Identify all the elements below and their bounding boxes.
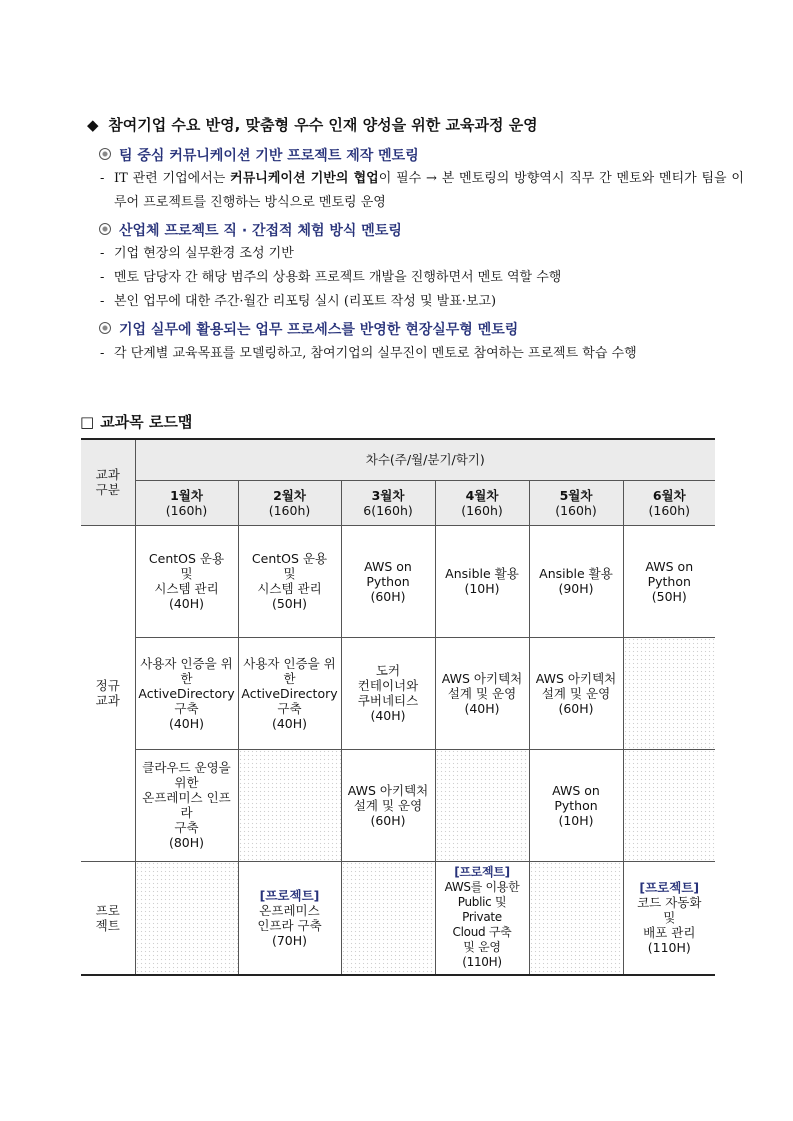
empty-cell bbox=[623, 637, 715, 749]
month-header: 4월차 (160h) bbox=[435, 480, 529, 525]
circle-bullet-icon bbox=[99, 322, 111, 334]
empty-cell bbox=[238, 749, 341, 861]
empty-cell bbox=[435, 749, 529, 861]
empty-cell bbox=[623, 749, 715, 861]
project-cell: [프로젝트] 코드 자동화 및 배포 관리 (110H) bbox=[623, 861, 715, 975]
course-cell: AWS on Python (10H) bbox=[529, 749, 623, 861]
course-cell: CentOS 운용 및 시스템 관리 (40H) bbox=[135, 525, 238, 637]
empty-cell bbox=[135, 861, 238, 975]
month-header: 5월차 (160h) bbox=[529, 480, 623, 525]
corner-header: 교과 구분 bbox=[81, 439, 135, 525]
period-header: 차수(주/월/분기/학기) bbox=[135, 439, 715, 480]
main-heading bbox=[87, 114, 538, 135]
main-heading-text: 참여기업 수요 반영, 맞춤형 우수 인재 양성을 위한 교육과정 운영 bbox=[108, 116, 538, 134]
checkbox-square-icon: □ bbox=[80, 413, 95, 431]
list-item: - 멘토 담당자 간 해당 범주의 상용화 프로젝트 개발을 진행하면서 멘토 역할 수행 bbox=[100, 270, 562, 285]
course-cell: 사용자 인증을 위한 ActiveDirectory 구축 (40H) bbox=[238, 637, 341, 749]
row-label-regular: 정규 교과 bbox=[81, 525, 135, 861]
section-title-3: 기업 실무에 활용되는 업무 프로세스를 반영한 현장실무형 멘토링 bbox=[99, 319, 518, 339]
roadmap-title: □ 교과목 로드맵 bbox=[80, 413, 193, 431]
section-title-1: 팀 중심 커뮤니케이션 기반 프로젝트 제작 멘토링 bbox=[99, 145, 419, 165]
month-header: 6월차 (160h) bbox=[623, 480, 715, 525]
project-cell: [프로젝트] 온프레미스 인프라 구축 (70H) bbox=[238, 861, 341, 975]
empty-cell bbox=[341, 861, 435, 975]
row-label-project: 프로 젝트 bbox=[81, 861, 135, 975]
section-title-2: 산업체 프로젝트 직 · 간접적 체험 방식 멘토링 bbox=[99, 220, 402, 240]
list-item: - IT 관련 기업에서는 커뮤니케이션 기반의 협업이 필수 → 본 멘토링의 방향역시 직무 간 멘토와 멘티가 팀을 이루어 프로젝트를 진행하는 방식으로 멘토링 운영 bbox=[100, 171, 744, 210]
course-cell: AWS on Python (60H) bbox=[341, 525, 435, 637]
list-item: - 본인 업무에 대한 주간·월간 리포팅 실시 (리포트 작성 및 발표·보고) bbox=[100, 294, 497, 309]
circle-bullet-icon bbox=[99, 148, 111, 160]
month-header: 2월차 (160h) bbox=[238, 480, 341, 525]
course-cell: AWS on Python (50H) bbox=[623, 525, 715, 637]
project-cell: [프로젝트] AWS를 이용한 Public 및 Private Cloud 구축 및 운영 (110H) bbox=[435, 861, 529, 975]
course-cell: 클라우드 운영을 위한 온프레미스 인프라 구축 (80H) bbox=[135, 749, 238, 861]
course-cell: Ansible 활용 (10H) bbox=[435, 525, 529, 637]
course-cell: AWS 아키텍처 설계 및 운영 (60H) bbox=[529, 637, 623, 749]
list-item: - 각 단계별 교육목표를 모델링하고, 참여기업의 실무진이 멘토로 참여하는 프로젝트 학습 수행 bbox=[100, 346, 637, 361]
circle-bullet-icon bbox=[99, 223, 111, 235]
diamond-icon: ◆ bbox=[87, 116, 99, 134]
roadmap-table bbox=[81, 438, 715, 976]
course-cell: CentOS 운용 및 시스템 관리 (50H) bbox=[238, 525, 341, 637]
course-cell: AWS 아키텍처 설계 및 운영 (40H) bbox=[435, 637, 529, 749]
course-cell: 도커 컨테이너와 쿠버네티스 (40H) bbox=[341, 637, 435, 749]
course-cell: AWS 아키텍처 설계 및 운영 (60H) bbox=[341, 749, 435, 861]
month-header: 3월차 6(160h) bbox=[341, 480, 435, 525]
course-cell: 사용자 인증을 위한 ActiveDirectory 구축 (40H) bbox=[135, 637, 238, 749]
list-item: - 기업 현장의 실무환경 조성 기반 bbox=[100, 246, 294, 261]
course-cell: Ansible 활용 (90H) bbox=[529, 525, 623, 637]
month-header: 1월차 (160h) bbox=[135, 480, 238, 525]
empty-cell bbox=[529, 861, 623, 975]
